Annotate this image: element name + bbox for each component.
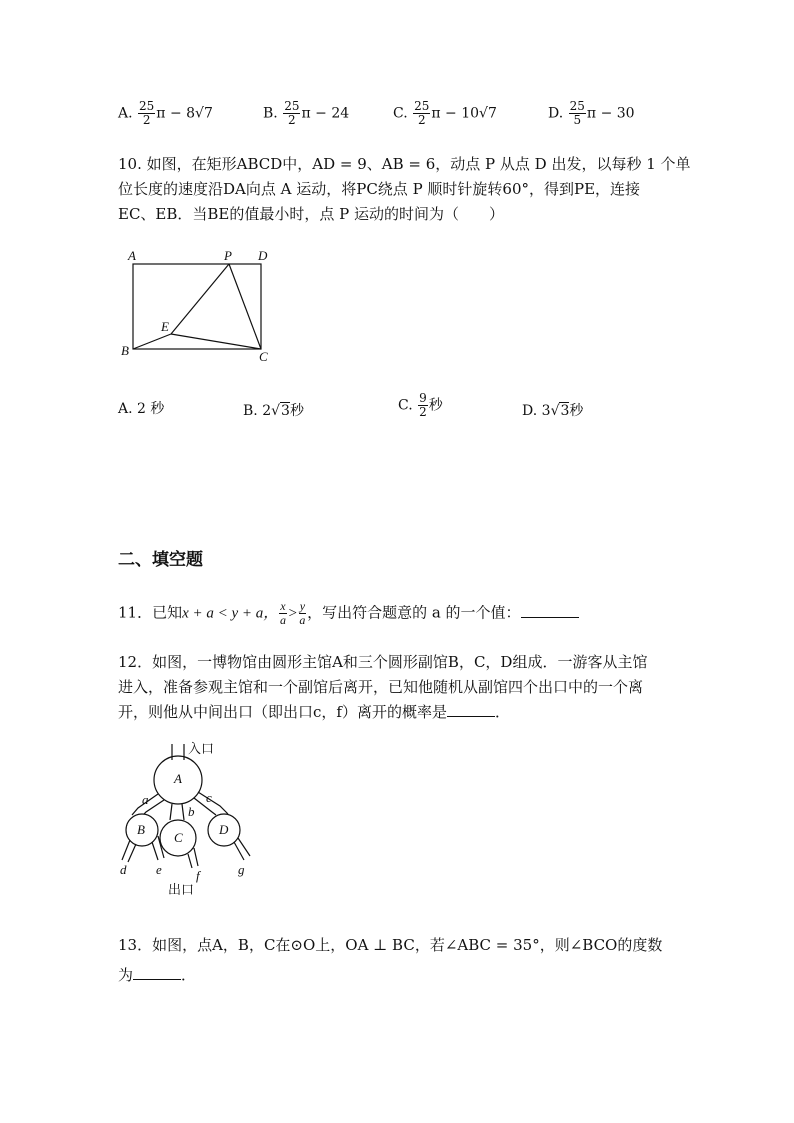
corridor-c-left — [194, 798, 216, 815]
q10-option-c[interactable]: C. $\frac{9}{2}$ 秒 — [398, 391, 443, 419]
segment-pe — [171, 264, 229, 334]
label-c-hall: C — [174, 830, 183, 845]
q9-option-b[interactable]: B. $\frac{25}{2}$ π − 24 — [263, 99, 350, 127]
q12-line-1: 12．如图，一博物馆由圆形主馆A和三个圆形副馆B，C，D组成．一游客从主馆 — [118, 653, 648, 671]
q10-rectangle-figure — [115, 245, 285, 370]
museum-figure — [112, 738, 272, 900]
exit-label-g: g — [238, 862, 245, 877]
rectangle-abcd — [133, 264, 261, 349]
q13-line-1: 13．如图，点A，B，C在⊙O上，OA ⊥ BC，若∠ABC = 35°，则∠BCO的度数 — [118, 936, 663, 954]
q10-line-1: 10. 如图，在矩形ABCD中，AD = 9、AB = 6，动点 P 从点 D 出发，以每秒 1 个单 — [118, 155, 691, 173]
corridor-b-right — [182, 804, 184, 820]
segment-pc — [229, 264, 261, 349]
entrance-label: 入口 — [188, 742, 215, 757]
label-b: B — [121, 343, 129, 358]
q10-line-2: 位长度的速度沿DA向点 A 运动，将PC绕点 P 顺时针旋转60°，得到PE，连接 — [118, 180, 641, 198]
segment-be — [133, 334, 171, 349]
exit-label-b: b — [188, 804, 195, 819]
q13-answer-blank[interactable] — [133, 965, 181, 980]
label-d-hall: D — [219, 822, 229, 837]
q10-option-a[interactable]: A. 2 秒 — [118, 401, 165, 417]
q11-answer-blank[interactable] — [521, 603, 579, 618]
exit-label-d: d — [120, 862, 127, 877]
exit-label-a: a — [142, 792, 149, 807]
q11-line: 11．已知x + a < y + a， $\frac{x}{a}$ > $\frac{y}{a}$ ，写出符合题意的 a 的一个值： — [118, 600, 579, 627]
exit-d-wall-1 — [122, 840, 130, 860]
q9-option-c[interactable]: C. $\frac{25}{2}$ π − 10√7 — [393, 99, 497, 127]
label-p: P — [224, 248, 232, 263]
q12-line-3: 开，则他从中间出口（即出口c，f）离开的概率是 ． — [118, 703, 510, 721]
section-title: 二、填空题 — [118, 550, 203, 570]
label-d: D — [258, 248, 268, 263]
label-a: A — [174, 771, 182, 786]
exit-d-wall-2 — [128, 844, 136, 862]
exit-label-e: e — [156, 862, 162, 877]
label-a: A — [128, 248, 136, 263]
q10-line-3: EC、EB．当BE的值最小时，点 P 运动的时间为（ ） — [118, 205, 505, 223]
exit-f-wall-2 — [188, 854, 192, 868]
exit-label: 出口 — [168, 883, 195, 898]
exit-label-f: f — [196, 868, 200, 883]
exit-label-c: c — [206, 790, 212, 805]
label-c: C — [259, 349, 268, 364]
corridor-b-left — [170, 804, 172, 820]
q10-option-b[interactable]: B. 2√3秒 — [243, 403, 304, 419]
label-e: E — [161, 319, 169, 334]
q12-answer-blank[interactable] — [447, 702, 495, 717]
exit-e-wall-1 — [152, 842, 158, 860]
q10-option-d[interactable]: D. 3√3秒 — [522, 403, 584, 419]
q12-line-2: 进入，准备参观主馆和一个副馆后离开，已知他随机从副馆四个出口中的一个离 — [118, 678, 644, 696]
q13-line-2: 为 ． — [118, 966, 197, 984]
q9-option-d[interactable]: D. $\frac{25}{5}$ π − 30 — [548, 99, 635, 127]
segment-ec — [171, 334, 261, 349]
q9-option-a[interactable]: A. $\frac{25}{2}$ π − 8√7 — [118, 99, 213, 127]
corridor-c-right — [198, 792, 228, 814]
exit-f-wall-1 — [194, 848, 198, 866]
label-b: B — [137, 822, 145, 837]
